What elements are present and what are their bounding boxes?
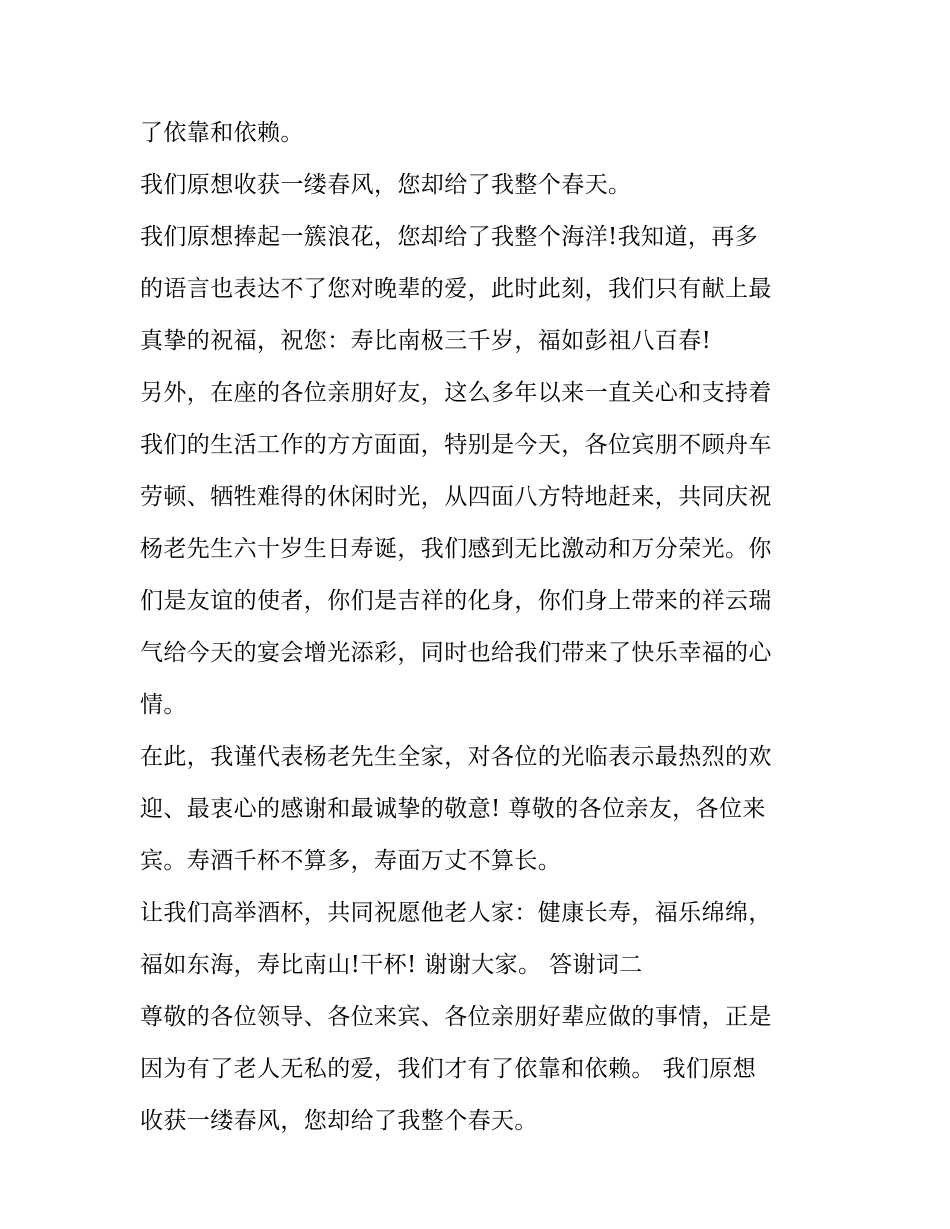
text-line: 另外，在座的各位亲朋好友，这么多年以来一直关心和支持着 <box>140 380 772 406</box>
text-line: 我们原想收获一缕春风，您却给了我整个春天。 <box>140 172 632 198</box>
text-line: 收获一缕春风，您却给了我整个春天。 <box>140 1108 538 1134</box>
text-line: 劳顿、牺牲难得的休闲时光，从四面八方特地赶来，共同庆祝 <box>140 484 772 510</box>
text-line: 真挚的祝福，祝您：寿比南极三千岁，福如彭祖八百春! <box>140 328 712 354</box>
document-body <box>140 107 830 1147</box>
text-line: 气给今天的宴会增光添彩，同时也给我们带来了快乐幸福的心 <box>140 640 772 666</box>
text-line: 尊敬的各位领导、各位来宾、各位亲朋好辈应做的事情，正是 <box>140 1004 772 1030</box>
text-line: 了依靠和依赖。 <box>140 120 304 146</box>
text-line: 的语言也表达不了您对晚辈的爱，此时此刻，我们只有献上最 <box>140 276 772 302</box>
text-line: 让我们高举酒杯，共同祝愿他老人家：健康长寿，福乐绵绵， <box>140 900 772 926</box>
text-line: 因为有了老人无私的爱，我们才有了依靠和依赖。 我们原想 <box>140 1056 757 1082</box>
text-line: 在此，我谨代表杨老先生全家，对各位的光临表示最热烈的欢 <box>140 744 772 770</box>
text-line: 们是友谊的使者，你们是吉祥的化身，你们身上带来的祥云瑞 <box>140 588 772 614</box>
text-line: 我们原想捧起一簇浪花，您却给了我整个海洋!我知道，再多 <box>140 224 759 250</box>
text-line: 情。 <box>140 692 187 718</box>
text-line: 杨老先生六十岁生日寿诞，我们感到无比激动和万分荣光。你 <box>140 536 772 562</box>
text-line: 我们的生活工作的方方面面，特别是今天，各位宾朋不顾舟车 <box>140 432 772 458</box>
text-line: 迎、最衷心的感谢和最诚挚的敬意! 尊敬的各位亲友，各位来 <box>140 796 766 822</box>
text-line: 宾。寿酒千杯不算多，寿面万丈不算长。 <box>140 848 562 874</box>
text-line: 福如东海，寿比南山!干杯! 谢谢大家。 答谢词二 <box>140 952 643 978</box>
